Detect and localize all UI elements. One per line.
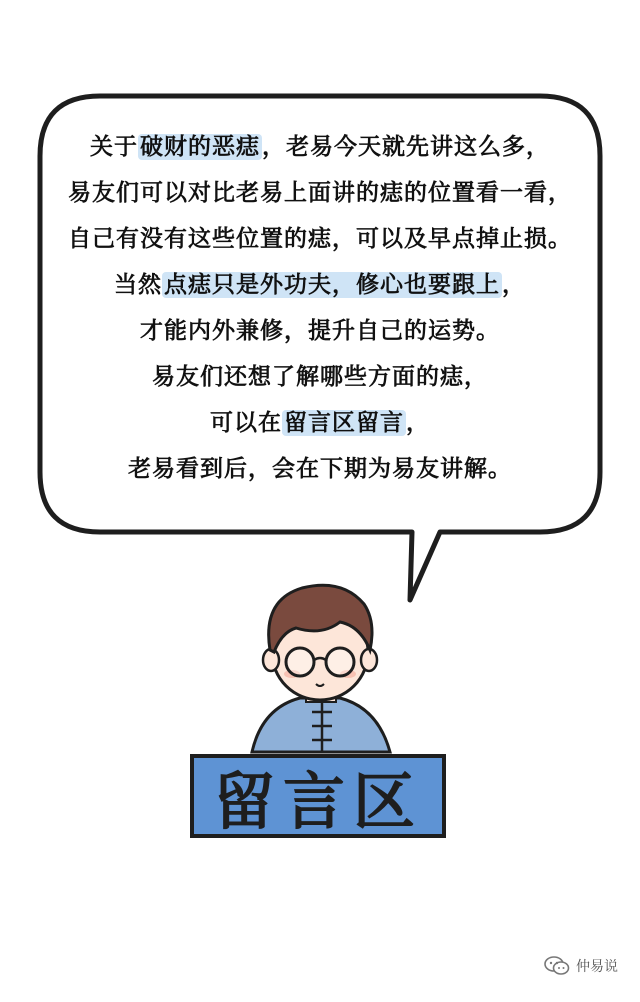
bubble-line-5: 才能内外兼修，提升自己的运势。 [140, 318, 500, 344]
watermark [544, 956, 618, 976]
bubble-line-6: 易友们还想了解哪些方面的痣， [152, 364, 488, 390]
bubble-line-3: 自己有没有这些位置的痣，可以及早点掉止损。 [68, 226, 572, 252]
sign-text: 留言区 [212, 764, 423, 838]
bubble-line-1: 关于破财的恶痣，老易今天就先讲这么多， [90, 134, 550, 160]
bubble-line-4: 当然点痣只是外功夫，修心也要跟上， [114, 272, 526, 298]
bubble-line-8: 老易看到后，会在下期为易友讲解。 [128, 456, 512, 482]
bubble-line-2: 易友们可以对比老易上面讲的痣的位置看一看， [68, 180, 572, 206]
watermark-text: 仲易说 [576, 959, 618, 975]
wechat-icon [544, 956, 570, 976]
bubble-line-7: 可以在留言区留言， [210, 410, 430, 436]
